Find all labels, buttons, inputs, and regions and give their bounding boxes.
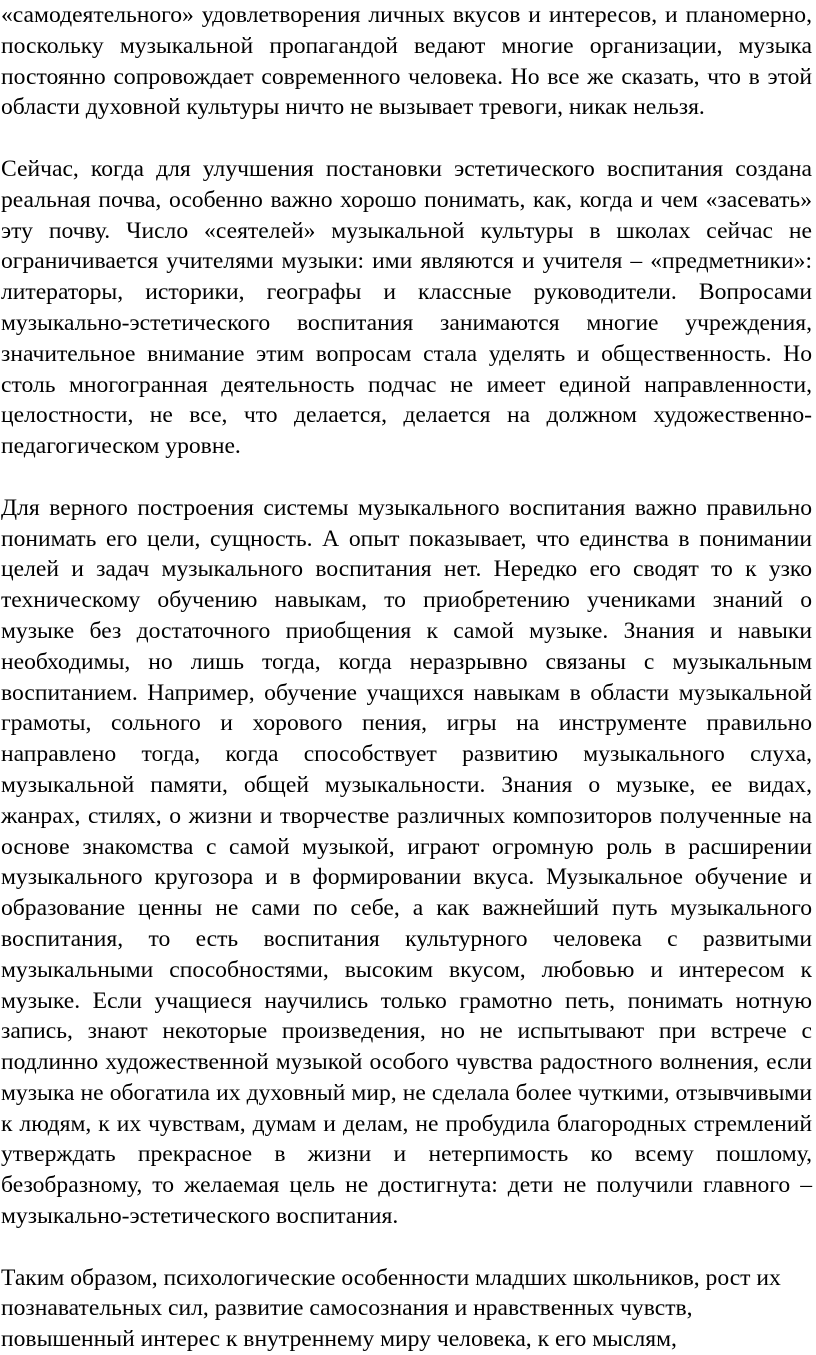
paragraph-2: Сейчас, когда для улучшения постановки эстетического воспитания создана реальная почва, особенно важно хорошо понимать, как, когда и чем «засевать» эту почву. Число «сеятелей» музыкальной культуры в школах сейчас не ограничивается учителями музыки: ими являются и учителя – «предметники»: литераторы, историки, географы и классные руководители. Вопросами музыкально-эстетического воспитания занимаются многие учреждения, значительное внимание этим вопросам стала уделять и общественность. Но столь многогранная деятельность подчас не имеет единой направленности, целостности, не все, что делается, делается на должном художественно-педагогическом уровне. — [1, 155, 812, 460]
paragraph-1: «самодеятельного» удовлетворения личных вкусов и интересов, и планомерно, поскольку музыкальной пропагандой ведают многие организации, музыка постоянно сопровождает современного человека. Но все же сказать, что в этой области духовной культуры ничто не вызывает тревоги, никак нельзя. — [1, 2, 812, 121]
paragraph-4: Таким образом, психологические особенности младших школьников, рост их познавательных сил, развитие самосознания и нравственных чувств, повышенный интерес к внутреннему миру человека, к его мыслям, — [1, 1264, 781, 1353]
paragraph-3: Для верного построения системы музыкального воспитания важно правильно понимать его цели, сущность. А опыт показывает, что единства в понимании целей и задач музыкального воспитания нет. Нередко его сводят то к узко техническому обучению навыкам, то приобретению учениками знаний о музыке без достаточного приобщения к самой музыке. Знания и навыки необходимы, но лишь тогда, когда неразрывно связаны с музыкальным воспитанием. Например, обучение учащихся навыкам в области музыкальной грамоты, сольного и хорового пения, игры на инструменте правильно направлено тогда, когда способствует развитию музыкального слуха, музыкальной памяти, общей музыкальности. Знания о музыке, ее видах, жанрах, стилях, о жизни и творчестве различных композиторов полученные на основе знакомства с самой музыкой, играют огромную роль в расширении музыкального кругозора и в формировании вкуса. Музыкальное обучение и образование ценны не сами по себе, а как важнейший путь музыкального воспитания, то есть воспитания культурного человека с развитыми музыкальными способностями, высоким вкусом, любовью и интересом к музыке. Если учащиеся научились только грамотно петь, понимать нотную запись, знают некоторые произведения, но не испытывают при встрече с подлинно художественной музыкой особого чувства радостного волнения, если музыка не обогатила их духовный мир, не сделала более чуткими, отзывчивыми к людям, к их чувствам, думам и делам, не пробудила благородных стремлений утверждать прекрасное в жизни и нетерпимость ко всему пошлому, безобразному, то желаемая цель не достигнута: дети не получили главного – музыкально-эстетического воспитания. — [1, 494, 812, 1230]
